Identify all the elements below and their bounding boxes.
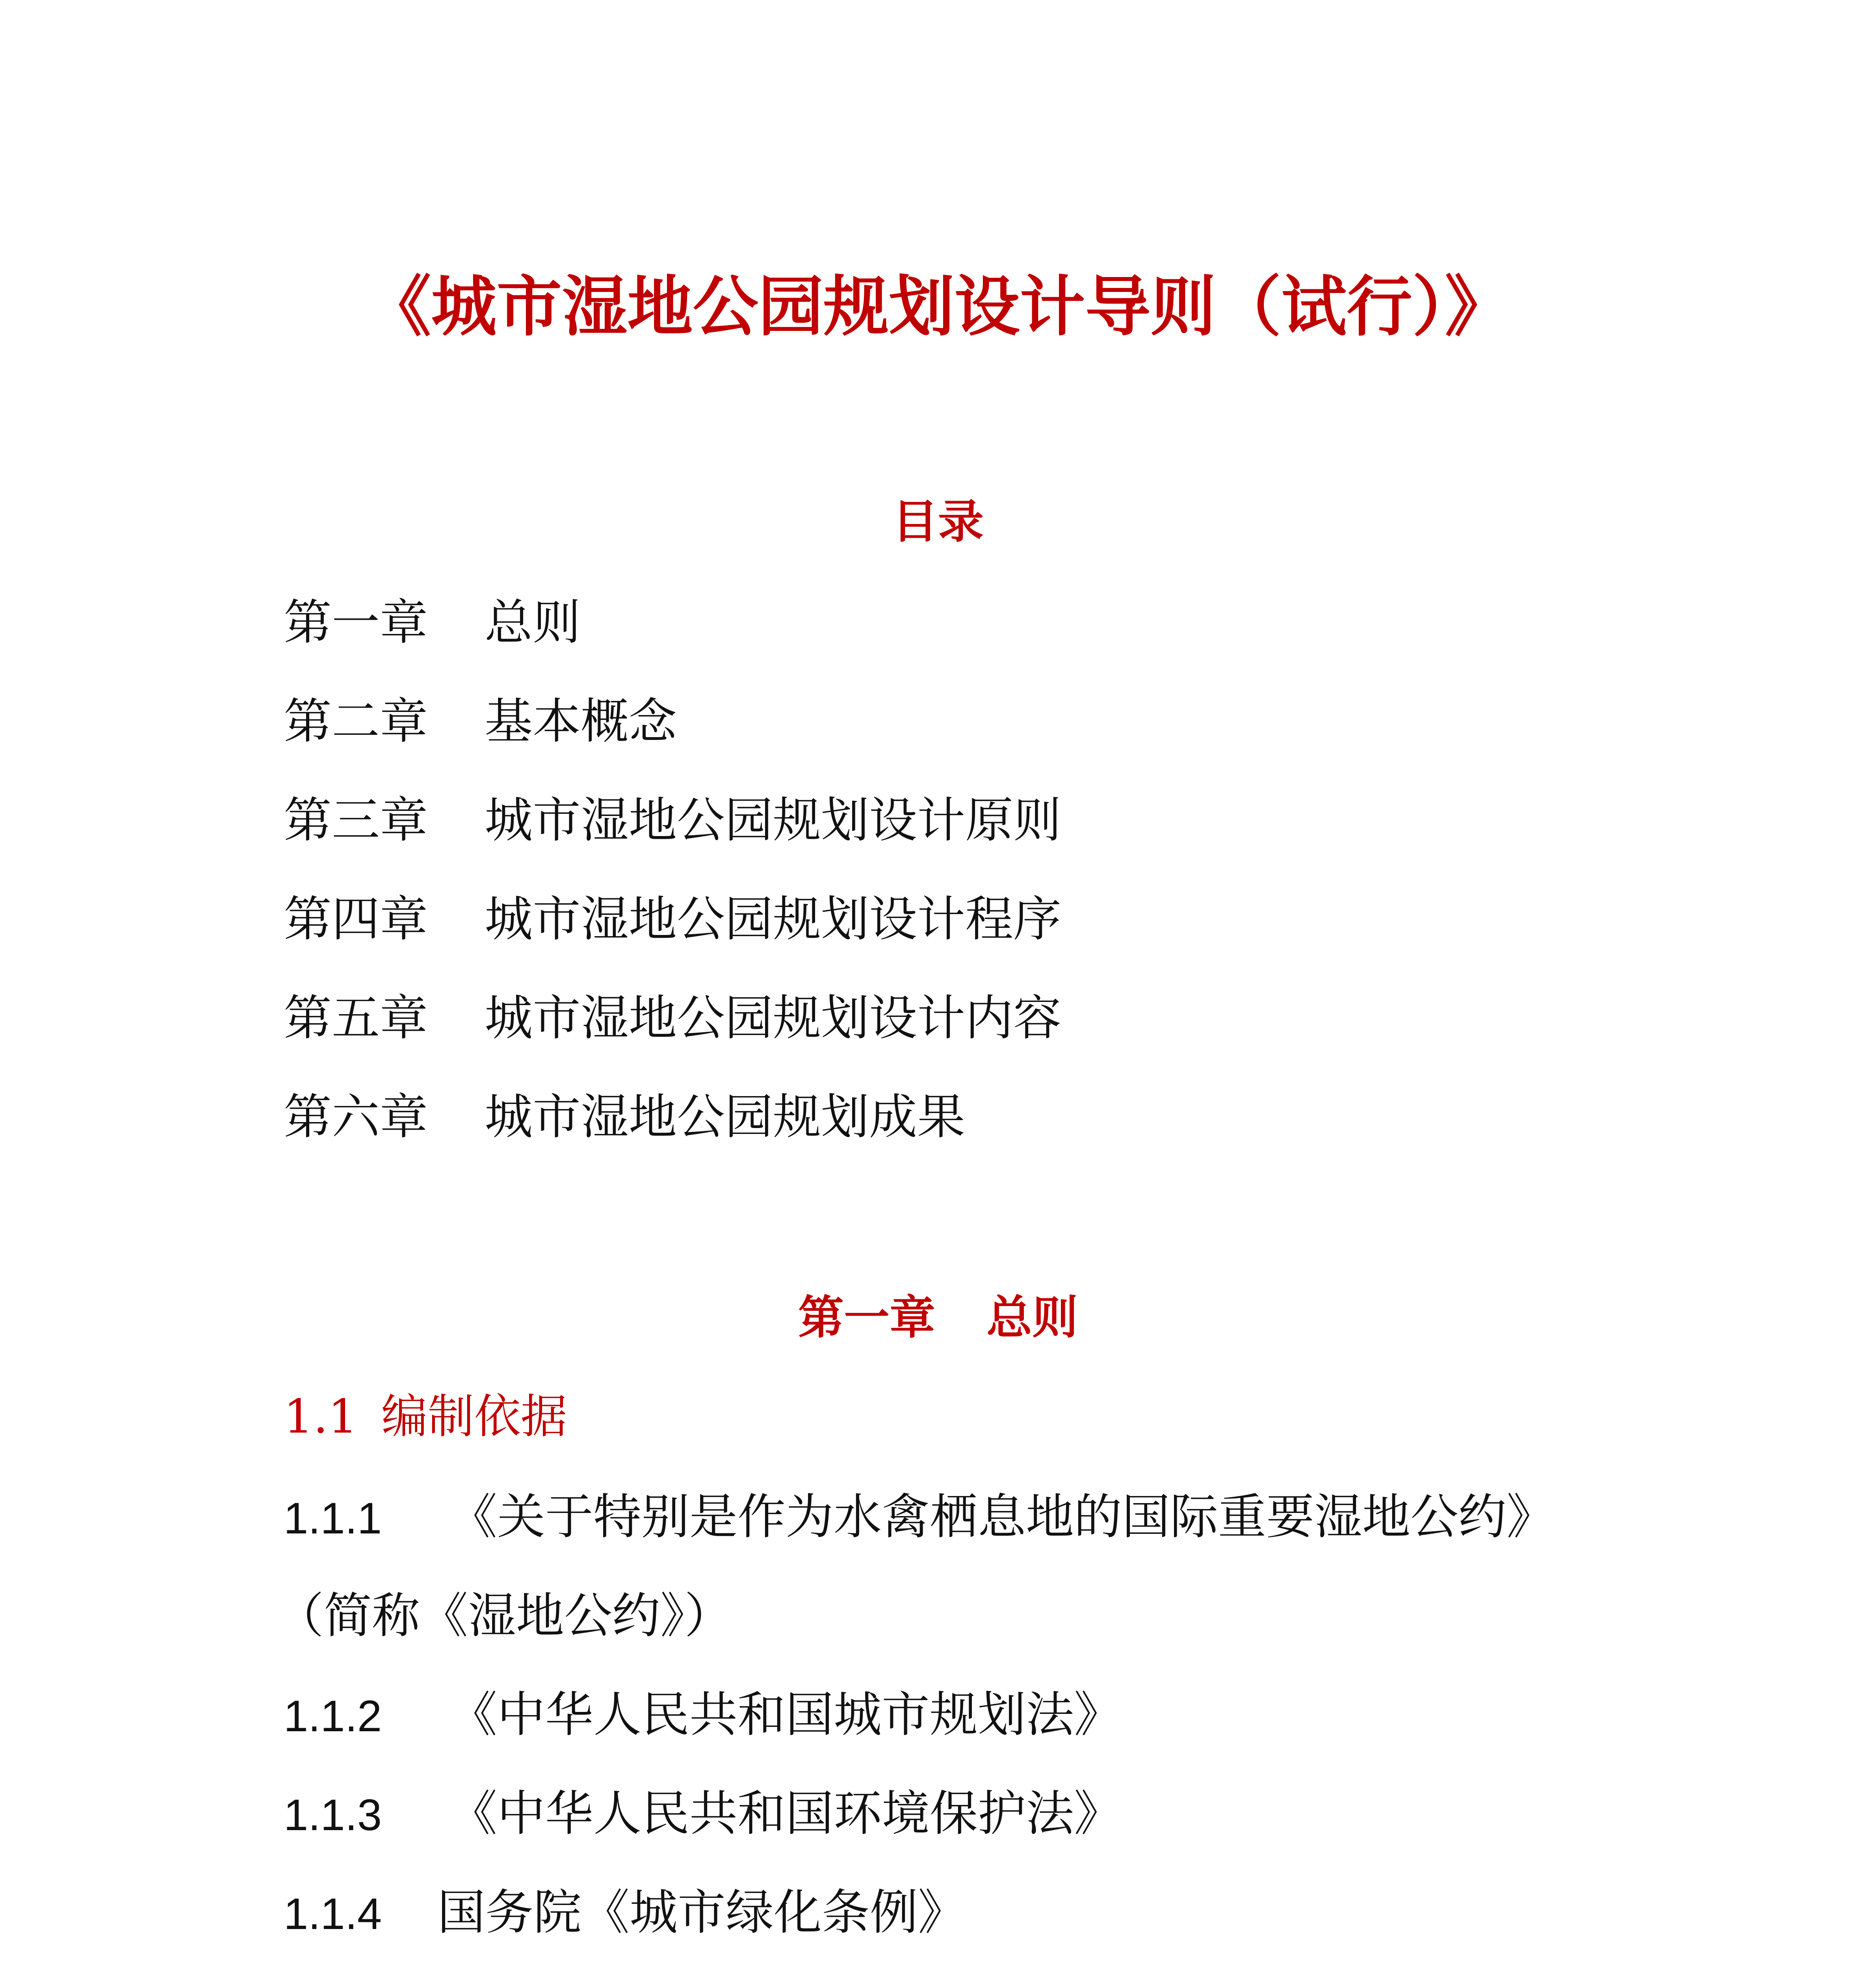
clause-1-1-1 xyxy=(284,1487,1555,1548)
clause-1-1-1-continuation: （简称《湿地公约》） xyxy=(276,1588,732,1644)
toc-item xyxy=(284,692,1061,791)
clause-number: 1.1.4 xyxy=(284,1889,382,1938)
toc-list xyxy=(284,593,1061,1186)
clause-1-1-4 xyxy=(284,1883,966,1944)
clause-number: 1.1.3 xyxy=(284,1790,382,1840)
toc-item-number: 第四章 xyxy=(284,891,428,947)
section-heading xyxy=(284,1387,567,1446)
chapter-heading xyxy=(0,1288,1876,1347)
toc-item-number: 第三章 xyxy=(284,792,428,848)
toc-item xyxy=(284,890,1061,989)
toc-item-title: 城市湿地公园规划设计程序 xyxy=(485,891,1061,947)
toc-item-title: 总则 xyxy=(485,595,581,650)
toc-item-title: 城市湿地公园规划设计内容 xyxy=(485,990,1061,1046)
section-number: 1.1 xyxy=(284,1389,358,1444)
chapter-title: 总则 xyxy=(986,1291,1078,1344)
toc-heading: 目录 xyxy=(892,495,984,548)
toc-item xyxy=(284,593,1061,692)
toc-item xyxy=(284,1087,1061,1186)
section-title: 编制依据 xyxy=(381,1389,567,1444)
clause-number: 1.1.1 xyxy=(284,1494,382,1543)
toc-item xyxy=(284,989,1061,1087)
clause-text: 《关于特别是作为水禽栖息地的国际重要湿地公约》 xyxy=(449,1489,1555,1545)
toc-item-title: 基本概念 xyxy=(485,693,677,749)
toc-item-number: 第五章 xyxy=(284,990,428,1046)
clause-number: 1.1.2 xyxy=(284,1691,382,1741)
toc-item xyxy=(284,791,1061,890)
toc-item-number: 第一章 xyxy=(284,595,428,650)
toc-item-title: 城市湿地公园规划设计原则 xyxy=(485,792,1061,848)
clause-text: 《中华人民共和国城市规划法》 xyxy=(449,1687,1122,1743)
toc-item-number: 第二章 xyxy=(284,693,428,749)
clause-1-1-2 xyxy=(284,1685,1122,1746)
clause-text: 国务院《城市绿化条例》 xyxy=(437,1885,966,1940)
document-title: 《城市湿地公园规划设计导则（试行）》 xyxy=(366,269,1510,345)
clause-text: 《中华人民共和国环境保护法》 xyxy=(449,1786,1122,1842)
toc-item-title: 城市湿地公园规划成果 xyxy=(485,1089,965,1145)
toc-item-number: 第六章 xyxy=(284,1089,428,1145)
chapter-number: 第一章 xyxy=(798,1291,935,1344)
clause-1-1-3 xyxy=(284,1784,1122,1845)
